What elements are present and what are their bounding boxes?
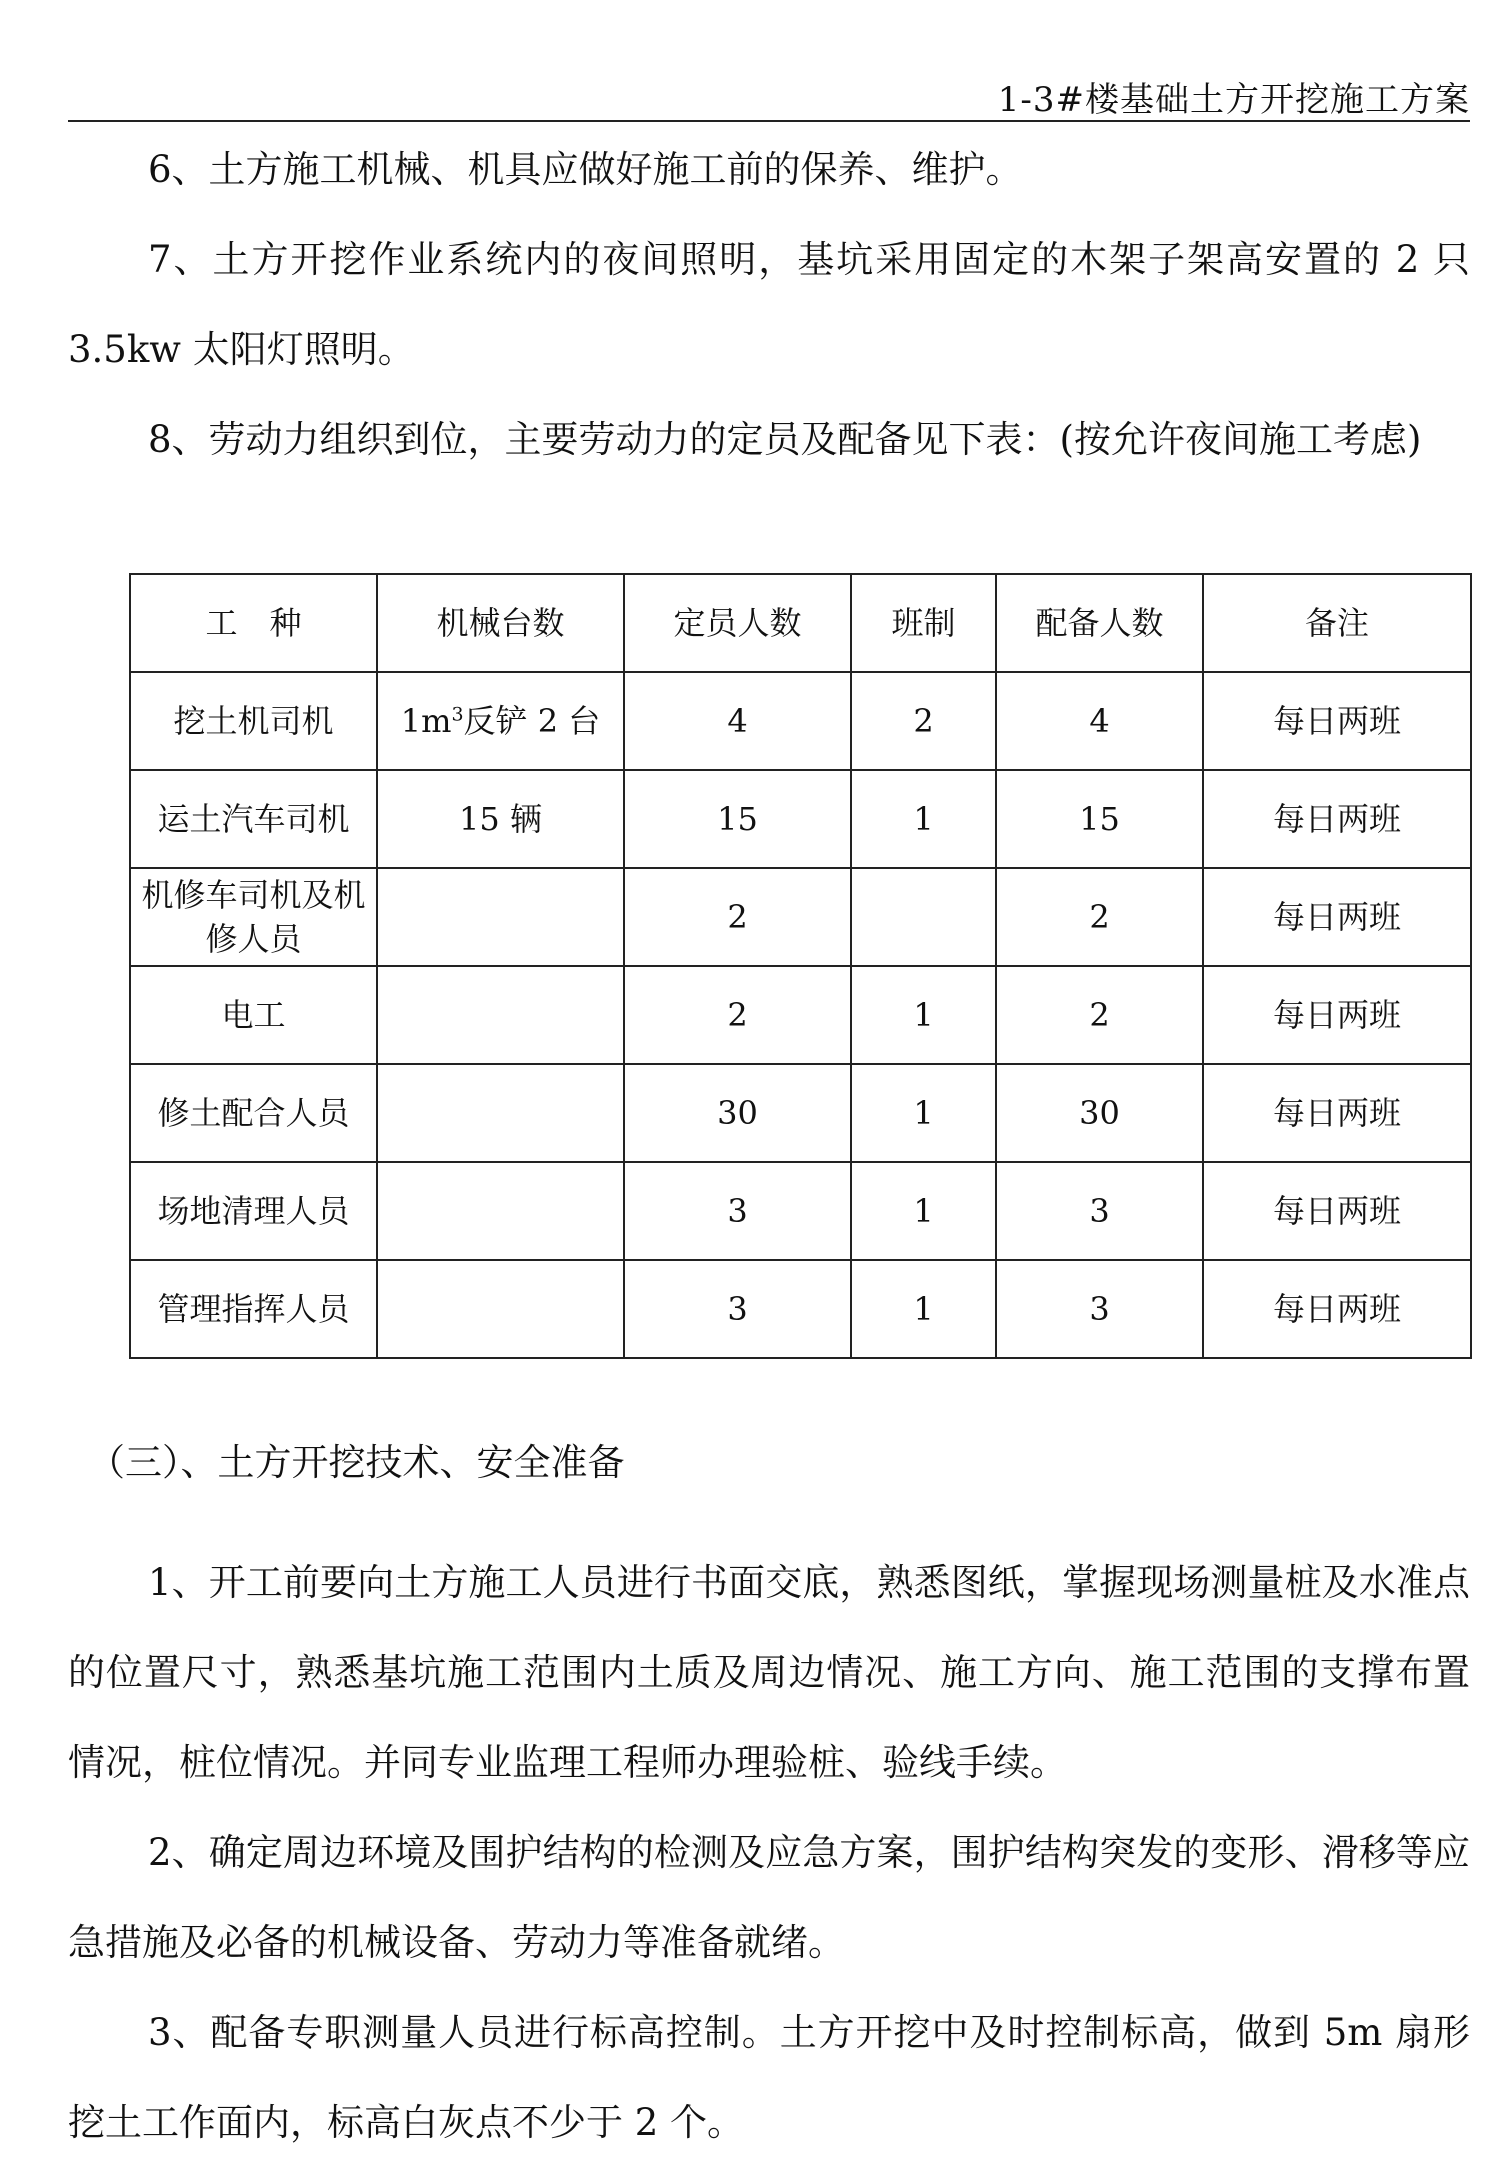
table-header-row — [130, 574, 1471, 672]
header-cell-note: 备注 — [1203, 574, 1471, 672]
cell-equipped: 30 — [996, 1064, 1203, 1162]
cell-type: 运土汽车司机 — [130, 770, 377, 868]
table-row — [130, 1162, 1471, 1260]
table-row — [130, 672, 1471, 770]
cell-equipped: 15 — [996, 770, 1203, 868]
labor-table — [129, 573, 1472, 1359]
cell-staff: 2 — [624, 966, 851, 1064]
cell-shift: 1 — [851, 1064, 996, 1162]
cell-machines — [377, 672, 624, 770]
cell-staff: 4 — [624, 672, 851, 770]
cell-shift: 1 — [851, 770, 996, 868]
cell-equipped: 4 — [996, 672, 1203, 770]
cell-equipped: 2 — [996, 868, 1203, 966]
cell-note: 每日两班 — [1203, 966, 1471, 1064]
paragraph-item-3: 3、配备专职测量人员进行标高控制。土方开挖中及时控制标高，做到 5m 扇形挖土工作面内，标高白灰点不少于 2 个。 — [68, 2011, 1470, 2144]
cell-equipped: 2 — [996, 966, 1203, 1064]
cell-machines — [377, 1162, 624, 1260]
paragraph-item-2: 2、确定周边环境及围护结构的检测及应急方案，围护结构突发的变形、滑移等应急措施及必备的机械设备、劳动力等准备就绪。 — [68, 1831, 1470, 1964]
table-row — [130, 1064, 1471, 1162]
header-cell-equipped: 配备人数 — [996, 574, 1203, 672]
paragraph-item-8: 8、劳动力组织到位，主要劳动力的定员及配备见下表：(按允许夜间施工考虑) — [148, 418, 1422, 461]
cell-shift: 1 — [851, 1162, 996, 1260]
cell-type: 管理指挥人员 — [130, 1260, 377, 1358]
cell-shift — [851, 868, 996, 966]
cell-machines-detail: 反铲 2 台 — [463, 702, 601, 740]
paragraph-item-1: 1、开工前要向土方施工人员进行书面交底，熟悉图纸，掌握现场测量桩及水准点的位置尺寸，熟悉基坑施工范围内土质及周边情况、施工方向、施工范围的支撑布置情况，桩位情况。并同专业监理工程师办理验桩、验线手续。 — [68, 1561, 1470, 1784]
page-header — [68, 70, 1470, 122]
cell-machines — [377, 1260, 624, 1358]
cell-staff: 3 — [624, 1162, 851, 1260]
cell-shift: 1 — [851, 966, 996, 1064]
header-cell-type: 工 种 — [130, 574, 377, 672]
paragraph-item-6: 6、土方施工机械、机具应做好施工前的保养、维护。 — [148, 148, 1023, 191]
table-row — [130, 770, 1471, 868]
cell-type: 场地清理人员 — [130, 1162, 377, 1260]
table-row — [130, 966, 1471, 1064]
paragraph-item-7: 7、土方开挖作业系统内的夜间照明，基坑采用固定的木架子架高安置的 2 只 3.5kw 太阳灯照明。 — [68, 238, 1470, 371]
cell-type: 挖土机司机 — [130, 672, 377, 770]
table-row — [130, 1260, 1471, 1358]
cell-note: 每日两班 — [1203, 672, 1471, 770]
cell-machines — [377, 1064, 624, 1162]
cell-staff: 30 — [624, 1064, 851, 1162]
header-cell-shift: 班制 — [851, 574, 996, 672]
cell-staff: 3 — [624, 1260, 851, 1358]
cell-machines — [377, 868, 624, 966]
header-cell-staff: 定员人数 — [624, 574, 851, 672]
cell-note: 每日两班 — [1203, 1260, 1471, 1358]
cell-equipped: 3 — [996, 1260, 1203, 1358]
section-heading: （三）、土方开挖技术、安全准备 — [88, 1441, 625, 1484]
cell-machines — [377, 966, 624, 1064]
cell-machines: 15 辆 — [377, 770, 624, 868]
cell-type: 电工 — [130, 966, 377, 1064]
cell-note: 每日两班 — [1203, 770, 1471, 868]
cell-staff: 15 — [624, 770, 851, 868]
cell-note: 每日两班 — [1203, 868, 1471, 966]
cell-note: 每日两班 — [1203, 1162, 1471, 1260]
cell-note: 每日两班 — [1203, 1064, 1471, 1162]
cell-shift: 2 — [851, 672, 996, 770]
labor-table-container — [129, 573, 1470, 1359]
cell-type: 修土配合人员 — [130, 1064, 377, 1162]
cell-machines-exponent: 3 — [451, 703, 464, 726]
header-title: 1-3#楼基础土方开挖施工方案 — [997, 80, 1470, 120]
cell-staff: 2 — [624, 868, 851, 966]
cell-shift: 1 — [851, 1260, 996, 1358]
cell-machines-unit: 1m — [400, 702, 452, 740]
cell-type: 机修车司机及机修人员 — [130, 868, 377, 966]
header-cell-machines: 机械台数 — [377, 574, 624, 672]
table-row — [130, 868, 1471, 966]
cell-equipped: 3 — [996, 1162, 1203, 1260]
